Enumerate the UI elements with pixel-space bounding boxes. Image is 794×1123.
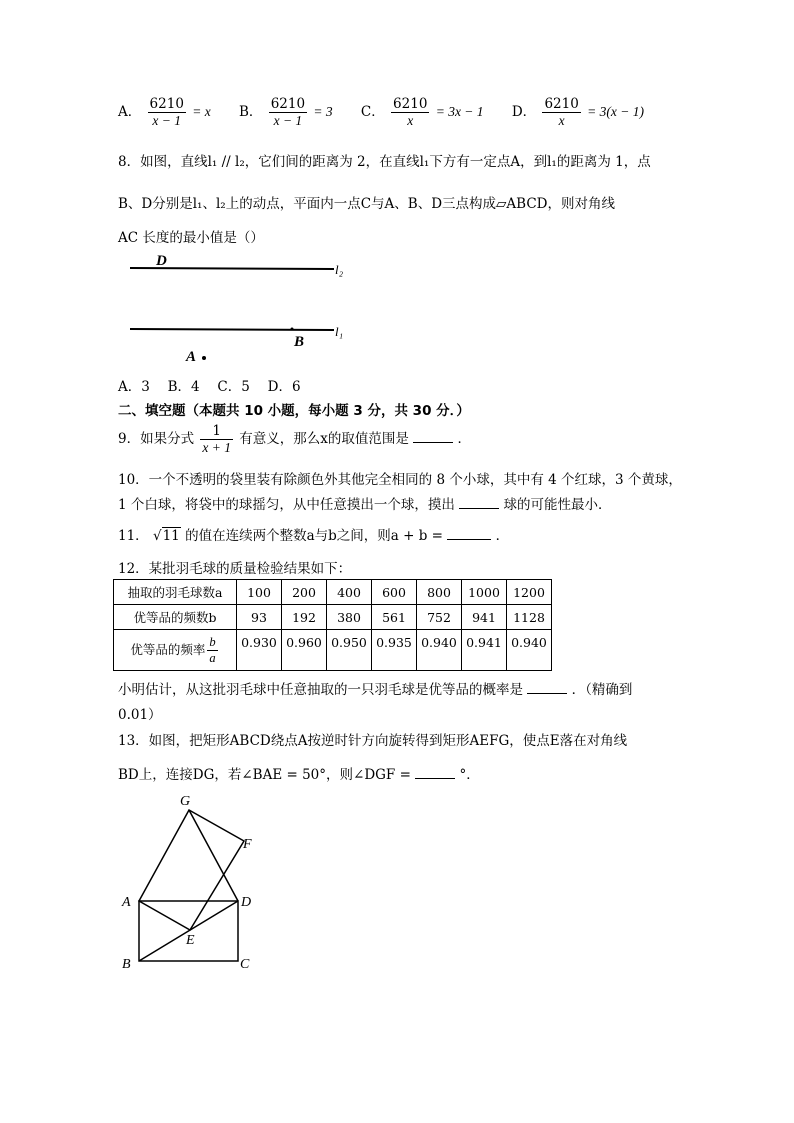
rhs: = 3	[313, 104, 333, 119]
table-cell: 1200	[507, 580, 552, 605]
row-label: 抽取的羽毛球数a	[114, 580, 237, 605]
fraction	[269, 97, 307, 128]
row-label-text: 优等品的频率	[130, 641, 206, 657]
table-cell: 752	[417, 605, 462, 630]
point-b	[291, 328, 294, 331]
table-cell: 0.960	[282, 630, 327, 671]
q9-pre: 9．如果分式	[118, 431, 195, 447]
table-cell: 0.940	[507, 630, 552, 671]
q13-answer-blank[interactable]	[415, 766, 455, 779]
label-l1: l₁	[335, 324, 344, 339]
table-cell: 0.935	[372, 630, 417, 671]
row-label: 优等品的频数b	[114, 605, 237, 630]
denominator: x	[558, 113, 565, 128]
q10-line2-post: 球的可能性最小．	[503, 497, 612, 513]
q9-fraction	[200, 424, 233, 455]
table-row	[114, 630, 552, 671]
numerator: 6210	[393, 96, 428, 112]
q7-option-d	[512, 97, 644, 128]
option-letter: D．	[511, 104, 537, 120]
q9-end: ．	[457, 431, 472, 447]
label-f: F	[243, 837, 252, 852]
label-c: C	[240, 957, 250, 972]
table-cell: 380	[327, 605, 372, 630]
table-cell: 800	[417, 580, 462, 605]
q7-option-b	[239, 97, 333, 128]
point-a	[202, 356, 206, 360]
label-a: A	[122, 895, 131, 910]
ratio-fraction	[207, 635, 217, 666]
table-cell: 561	[372, 605, 417, 630]
sqrt-radicand: 11	[162, 528, 180, 544]
numerator: 6210	[270, 96, 306, 112]
table-row	[114, 605, 552, 630]
line-l1	[130, 329, 334, 330]
q8-line2: B、D分别是l₁、l₂上的动点，平面内一点C与A、B、D三点构成▱ABCD，则对角线	[118, 196, 615, 212]
q13-line2	[118, 763, 480, 783]
table-cell: 200	[282, 580, 327, 605]
table-cell: 192	[282, 605, 327, 630]
fraction	[391, 97, 429, 128]
table-cell: 400	[327, 580, 372, 605]
q12-table	[113, 579, 552, 671]
q9-post: 有意义，那么x的取值范围是	[239, 431, 409, 447]
q12-title: 12．某批羽毛球的质量检验结果如下：	[118, 561, 352, 577]
rhs: = 3x − 1	[435, 104, 484, 119]
q12-after	[118, 678, 632, 698]
denominator: x	[407, 113, 414, 128]
q11	[118, 524, 509, 544]
q7-option-c	[361, 97, 484, 128]
label-b: B	[294, 334, 305, 350]
q7-options	[118, 97, 644, 128]
denominator: x + 1	[202, 440, 231, 455]
table-cell: 600	[372, 580, 417, 605]
q13-line2-post: °．	[459, 767, 480, 783]
fraction	[542, 97, 580, 128]
table-row	[114, 580, 552, 605]
table-cell: 941	[462, 605, 507, 630]
numerator: 6210	[149, 96, 184, 112]
q12-answer-blank[interactable]	[527, 681, 567, 694]
label-l2: l₂	[335, 262, 344, 277]
option-letter: A．	[118, 104, 142, 120]
label-g: G	[180, 794, 191, 809]
table-cell: 0.940	[417, 630, 462, 671]
table-cell: 1000	[462, 580, 507, 605]
table-cell: 1128	[507, 605, 552, 630]
denominator: x − 1	[152, 113, 182, 128]
q12-after-post: ．（精确到	[571, 682, 633, 698]
label-b: B	[122, 957, 131, 972]
table-cell: 93	[237, 605, 282, 630]
q7-option-a	[118, 97, 211, 128]
option-letter: C．	[360, 104, 385, 120]
rhs: = x	[192, 104, 211, 119]
q9-answer-blank[interactable]	[413, 430, 453, 443]
table-cell: 100	[237, 580, 282, 605]
q8-line3: AC 长度的最小值是（）	[118, 230, 264, 246]
numerator: 1	[200, 424, 233, 440]
fraction	[148, 97, 186, 128]
q10-line2-pre: 1 个白球，将袋中的球摇匀，从中任意摸出一个球，摸出	[118, 497, 455, 513]
label-d: D	[156, 253, 167, 269]
q12-after-line2: 0.01）	[118, 707, 162, 723]
numerator: 6210	[544, 96, 579, 112]
q10-answer-blank[interactable]	[459, 496, 499, 509]
q8-figure	[118, 248, 358, 370]
q11-post: 的值在连续两个整数a与b之间，则a + b =	[185, 528, 443, 544]
q11-pre: 11．	[118, 528, 149, 544]
denominator: x − 1	[273, 113, 303, 128]
q10-line2	[118, 493, 611, 513]
q13-line1: 13．如图，把矩形ABCD绕点A按逆时针方向旋转得到矩形AEFG，使点E落在对角线	[118, 733, 628, 749]
q10-line1: 10．一个不透明的袋里装有除颜色外其他完全相同的 8 个小球，其中有 4 个红球，3 个黄球，	[118, 472, 682, 488]
table-cell: 0.941	[462, 630, 507, 671]
label-d: D	[241, 895, 252, 910]
table-cell: 0.930	[237, 630, 282, 671]
rectangle-aefg	[139, 810, 244, 930]
row-label	[114, 630, 237, 671]
table-cell: 0.950	[327, 630, 372, 671]
sqrt-symbol: √	[152, 528, 162, 544]
label-a: A	[186, 349, 197, 365]
denominator: a	[209, 650, 216, 665]
q12-after-pre: 小明估计，从这批羽毛球中任意抽取的一只羽毛球是优等品的概率是	[118, 682, 523, 698]
label-e: E	[186, 933, 195, 948]
section-title: 二、填空题（本题共 10 小题，每小题 3 分，共 30 分．）	[118, 403, 470, 419]
q11-end: ．	[495, 528, 510, 544]
q13-figure	[110, 790, 270, 975]
q8-options: A．3 B．4 C．5 D．6	[118, 379, 301, 395]
q9	[118, 424, 471, 455]
rhs: = 3(x − 1)	[587, 104, 644, 119]
numerator: b	[209, 634, 216, 649]
option-letter: B．	[238, 104, 263, 120]
q11-answer-blank[interactable]	[447, 527, 491, 540]
q8-line1: 8．如图，直线l₁ // l₂，它们间的距离为 2，在直线l₁下方有一定点A，到l₁的距离为 1，点	[118, 154, 651, 170]
q13-line2-pre: BD上，连接DG，若∠BAE = 50°，则∠DGF =	[118, 767, 411, 783]
